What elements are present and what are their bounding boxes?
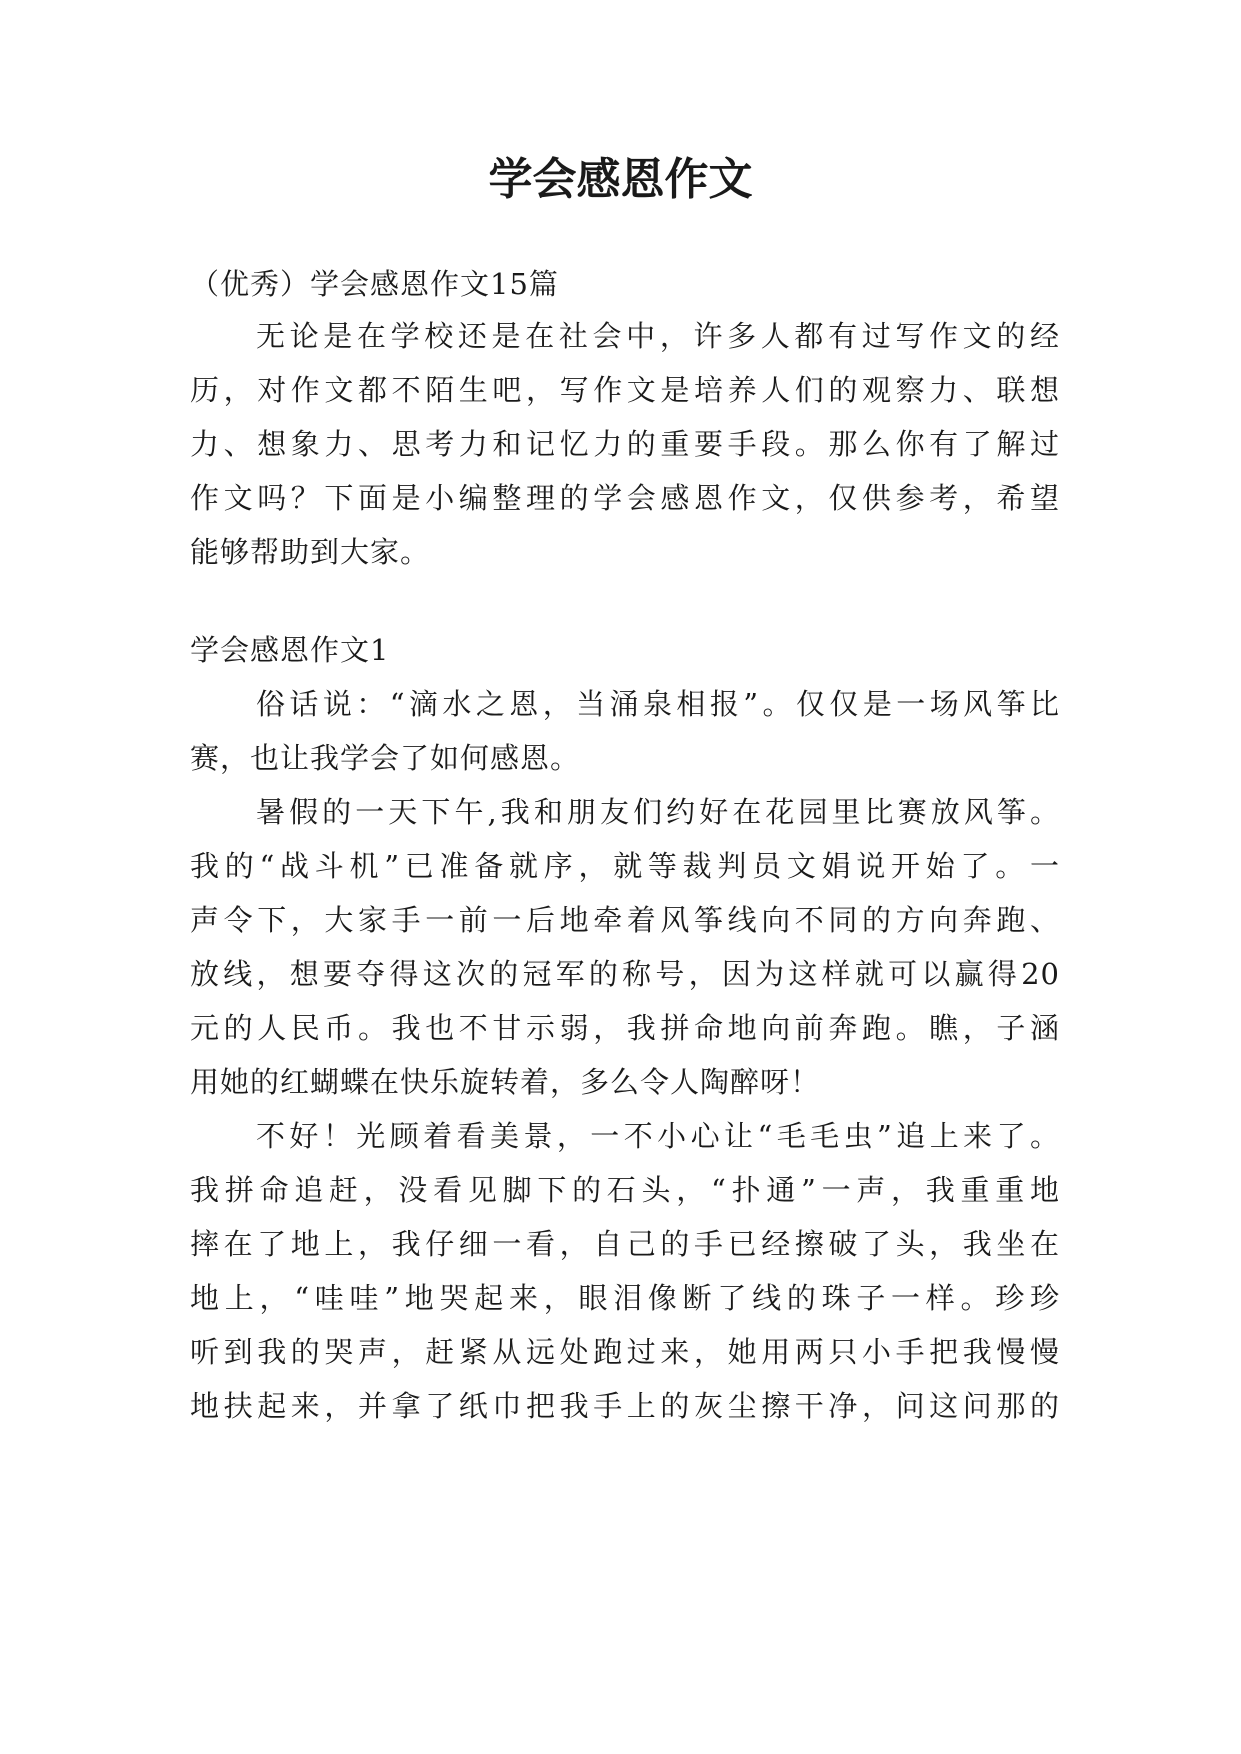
paragraph-line: 我拼命追赶，没看见脚下的石头，“扑通”一声，我重重地	[190, 1173, 1060, 1207]
intro-line: 力、想象力、思考力和记忆力的重要手段。那么你有了解过	[190, 427, 1060, 461]
paragraph-line: 元的人民币。我也不甘示弱，我拼命地向前奔跑。瞧，子涵	[190, 1011, 1060, 1045]
paragraph-line: 地扶起来，并拿了纸巾把我手上的灰尘擦干净，问这问那的	[190, 1389, 1060, 1423]
paragraph-line: 赛，也让我学会了如何感恩。	[190, 741, 581, 775]
document-title: 学会感恩作文	[488, 154, 753, 205]
paragraph-line: 地上，“哇哇”地哭起来，眼泪像断了线的珠子一样。珍珍	[190, 1281, 1060, 1315]
intro-line: 无论是在学校还是在社会中，许多人都有过写作文的经	[256, 319, 1060, 353]
document-subtitle: （优秀）学会感恩作文15篇	[190, 267, 559, 301]
intro-line: 历，对作文都不陌生吧，写作文是培养人们的观察力、联想	[190, 373, 1060, 407]
intro-line: 能够帮助到大家。	[190, 535, 431, 569]
paragraph-line: 听到我的哭声，赶紧从远处跑过来，她用两只小手把我慢慢	[190, 1335, 1060, 1369]
paragraph-line: 用她的红蝴蝶在快乐旋转着，多么令人陶醉呀！	[190, 1065, 821, 1099]
paragraph-line: 不好！光顾着看美景，一不小心让“毛毛虫”追上来了。	[256, 1119, 1060, 1153]
paragraph-line: 我的“战斗机”已准备就序，就等裁判员文娟说开始了。一	[190, 849, 1060, 883]
paragraph-line: 放线，想要夺得这次的冠军的称号，因为这样就可以赢得20	[190, 957, 1060, 991]
paragraph-line: 摔在了地上，我仔细一看，自己的手已经擦破了头，我坐在	[190, 1227, 1060, 1261]
intro-line: 作文吗？下面是小编整理的学会感恩作文，仅供参考，希望	[190, 481, 1060, 515]
section-heading: 学会感恩作文1	[190, 633, 390, 667]
paragraph-line: 暑假的一天下午,我和朋友们约好在花园里比赛放风筝。	[256, 795, 1060, 829]
paragraph-line: 俗话说：“滴水之恩，当涌泉相报”。仅仅是一场风筝比	[256, 687, 1060, 721]
paragraph-line: 声令下，大家手一前一后地牵着风筝线向不同的方向奔跑、	[190, 903, 1060, 937]
